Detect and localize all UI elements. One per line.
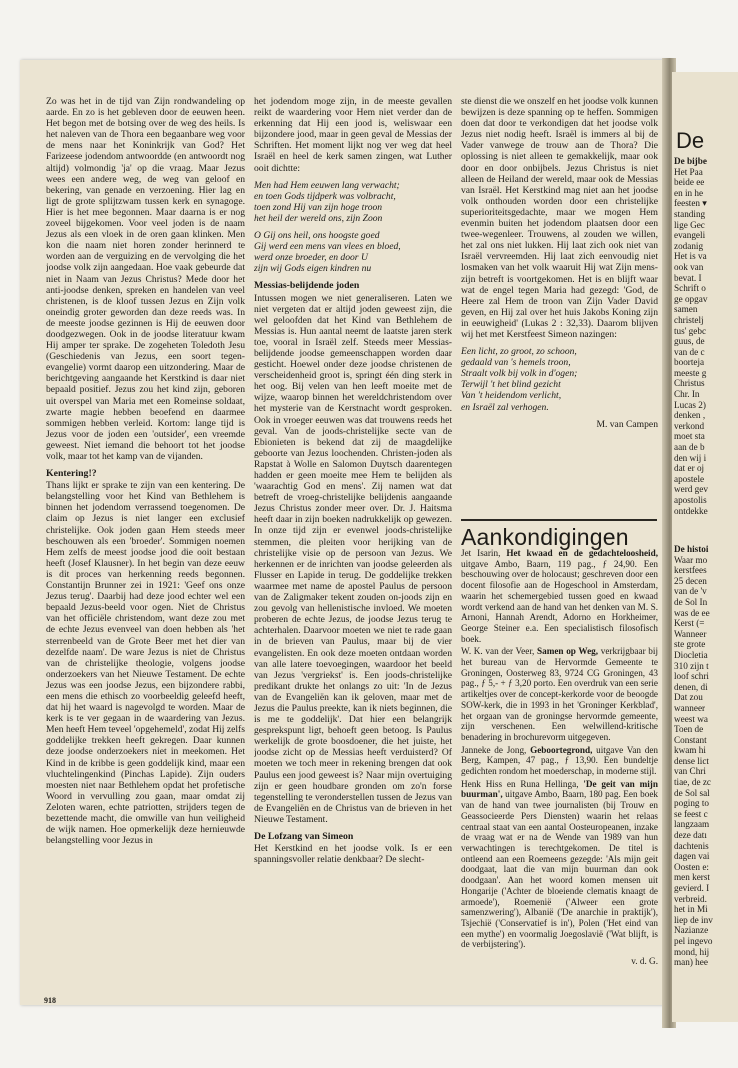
announcements-title: Aankondigingen — [461, 524, 629, 550]
right-page-line: de Sol sal — [674, 787, 710, 798]
right-page-line: wanneer — [674, 702, 706, 713]
right-page-line: dagen vai — [674, 851, 710, 862]
right-page-line: Kerst (= — [674, 618, 705, 629]
right-page-line: se feest c — [674, 808, 708, 819]
announcement-item — [461, 548, 658, 644]
announcement-author: Henk Hiss en Runa Hellinga, — [461, 778, 584, 789]
right-page-line: bevat. I — [674, 272, 702, 283]
right-page-line: feesten ▾ — [674, 198, 707, 209]
col2-body-2: Het Kerstkind en het joodse volk. Is er een spanningsvoller relatie denkbaar? De slecht- — [254, 843, 452, 866]
col3-body: ste dienst die we onszelf en het joodse volk kunnen bewijzen is deze spanning op te heffen. Sommigen doen dat door te verkondigen dat het joodse volk Jezus niet nodig heeft. Israël is immers al bij de Vader vanwege de trouw aan de Thora? Die oplossing is niet alleen te gemakkelijk, maar ook door en door onbijbels. Jezus Christus is niet alleen de Heiland der wereld, maar ook de Messias van Israël. Het Kerstkind mag niet aan het joodse volk onthouden worden door een christelijke superioriteitsgedachte, maar we mogen Hem evenmin buiten het jodendom plaatsen door een twee-wegenleer. Trouwens, al zouden we willen, het zal ons niet lukken. Hij laat zich ook niet van Israël vervreemden. Hij laat zich eenvoudig niet losmaken van het volk waaruit Hij wat Zijn mens-zijn betreft is voortgekomen. Het is en blijft waar wat de engel tegen Maria had gezegd: 'God, de Heere zal Hem de troon van Zijn Vader David geven, en Hij zal over het huis Jakobs Koning zijn in eeuwigheid' (Lukas 2 : 32,33). Daarom blijven wij het met Kerstfeest Simeon nazingen: — [461, 96, 658, 340]
announcement-item — [461, 745, 658, 777]
col2-intro: het jodendom moge zijn, in de meeste gevallen reikt de waardering voor Hem niet verder dan de erkenning dat Hij een jood is, weliswaar een bijzondere jood, maar in geen geval de Messias der Schriften. Het moment lijkt nog ver weg dat heel Israël en heel de kerk samen zingen, wat Luther ooit dichtte: — [254, 96, 452, 174]
right-page-line: loof schri — [674, 671, 709, 682]
right-page-line: werd gev — [674, 484, 708, 495]
announcement-text: verkrijgbaar bij het bureau van de Hervormde Gemeente te Groningen, Oosterweg 83, 9724 CG Groningen, 43 pag., ƒ 5,- + ƒ 3,20 porto. Een overdruk van een serie artikeltjes over de concept-kerkorde voor de beoogde SOW-kerk, die in 1993 in het 'Groninger Kerkblad', het orgaan van de groningse hervormde gemeente, zijn verschenen. Een welwillend-kritische benadering in brochurevorm uitgegeven. — [461, 646, 658, 742]
right-page-line: ste grote — [674, 639, 706, 650]
right-page-line: men kerst — [674, 872, 710, 883]
right-page-line: apostele — [674, 473, 705, 484]
right-page-line: Christus — [674, 378, 705, 389]
luther-poem-stanza-2: O Gij ons heil, ons hoogste goed Gij werd een mens van vlees en bloed, werd onze broeder, en door U zijn wij Gods eigen kindren nu — [254, 230, 401, 275]
announcement-item — [461, 779, 658, 950]
right-page-line: guus, de — [674, 336, 705, 347]
announcement-title: Geboortegrond, — [530, 744, 593, 755]
right-page-line: Wanneer — [674, 628, 707, 639]
right-page-line: denen, di — [674, 681, 708, 692]
right-page-line: Schrift o — [674, 283, 706, 294]
announcement-title: Het kwaad en de gedachteloosheid, — [506, 548, 658, 558]
announcements-list — [461, 548, 658, 978]
page-number: 918 — [44, 996, 56, 1005]
right-page-line: Nazianze — [674, 925, 709, 936]
right-page-line: mond, hij — [674, 946, 710, 957]
right-page-line: dat er oj — [674, 463, 705, 474]
author-signature: M. van Campen — [596, 418, 658, 430]
right-page-line: Oosten e: — [674, 861, 709, 872]
right-page-line: het in Mi — [674, 904, 708, 915]
col1-intro: Zo was het in de tijd van Zijn rondwandeling op aarde. En zo is het gebleven door de eeuwen heen. Het begon met de botsing over de weg des heils. Is het naleven van de Thora een begaanbare weg voor de mens naar het Koninkrijk van God? Het Farizeese jodendom antwoordde (en antwoordt nog altijd) volmondig 'ja' op die vraag. Maar Jezus wees een andere weg, de weg van geloof en bekering, van genade en verzoening. Hier lag en ligt de grote splijtzwam tussen kerk en synagoge. Hier is het mee begonnen. Maar daarna is er nog zoveel bijgekomen. Voor veel joden is de naam Jezus als een vloek in de oren gaan klinken. Men kon die naam niet horen zonder herinnerd te worden aan de verguizing en de vervolging die het joodse volk zijn aangedaan. Hoe vaak gebeurde dat niet in Naam van Jezus Christus? Mede door het anti-joodse denken, spreken en handelen van veel christenen, is de kloof tussen Jezus en Zijn volk oneindig groter geworden dan deze reeds was. In de meeste joodse gezinnen is Hij de eeuwen door doodgezwegen. Ook in de joodse literatuur kwam Hij amper ter sprake. De zogeheten Toledoth Jesu (Geschiedenis van Jezus, een soort tegen-evangelie) vormt daarop een uitzondering. Maar de berichtgeving aangaande het Kerstkind is daar niet bepaald positief. Jezus zou het kind zijn, geboren uit overspel van Maria met een Romeinse soldaat, zwarte magie hebben beoefend en daarmee sommigen hebben verleid. Kortom: lange tijd is Jezus voor de joden een 'outsider', een vreemde geweest. Niet iemand die behoort tot het joodse volk, maar tot het kamp van de vijanden. — [46, 96, 245, 462]
luther-poem-stanza-1: Men had Hem eeuwen lang verwacht; en toen Gods tijdperk was volbracht, toen zond Hij van zijn hoge troon het heil der wereld ons, zijn Zoon — [254, 179, 400, 224]
simeon-poem: Een licht, zo groot, zo schoon, gedaald van 's hemels troon, Straalt volk bij volk in d'ogen; Terwijl 't het blind gezicht Van 't heidendom verlicht, en Israël zal verhogen. — [461, 346, 578, 413]
right-page-line: Het Paa — [674, 166, 703, 177]
col1-body: Thans lijkt er sprake te zijn van een kentering. De belangstelling voor het Kind van Bethlehem is binnen het jodendom verrassend toegenomen. De claim op Jezus is niet langer een exclusief christelijke. Ook joden gaan Hem steeds meer beschouwen als een 'broeder'. Sommigen noemen Hem zelfs de meest joodse jood die ooit bestaan heeft (Josef Klausner). In het begin van deze eeuw is dit proces van herkenning reeds begonnen. Constantijn Brunner zei in 1921: 'Geef ons onze Jezus terug'. Daarbij had deze jood echter wel een bepaald Jezus-beeld voor ogen. Niet de Christus van het officiële christendom, want deze zou met de echte Jezus evenveel van doen hebben als 'het sterrenbeeld van de Grote Beer met het dier van dezelfde naam'. De ware Jezus is niet de Christus van de christelijke theologie, volgens joodse onderzoekers van het Nieuwe Testament. De echte Jezus was een joodse Jezus, een bijzondere rabbi, een mens die ethisch zo voorbeeldig geleefd heeft, dat hij het waard is nagevolgd te worden. Maar de kerk is te ver gegaan in de waardering van Jezus. Men heeft Hem teveel 'opgehemeld', zodat Hij zelfs goddelijke trekken heeft gekregen. Daar kunnen deze joodse onderzoekers niet in meekomen. Het Kind in de kribbe is geen goddelijk kind, maar een vluchtelingenkind (Pinchas Lapide). Zijn ouders moesten niet naar Bethlehem opdat het profetische Woord in vervulling zou gaan, maar omdat zij Zeloten waren, echte patriotten, strijders tegen de bezettende macht, die omwille van hun veiligheid de wijk namen. Hoe opmerkelijk deze hernieuwde belangstelling voor Jezus in — [46, 480, 245, 847]
right-page-line: dachtenis — [674, 840, 709, 851]
right-page-line: standing — [674, 208, 706, 219]
column-2 — [254, 96, 452, 976]
right-page-line: De bijbe — [674, 156, 707, 166]
right-page-line: Dat zou — [674, 692, 703, 703]
right-page-line: moet sta — [674, 431, 705, 442]
right-page-line: Chr. In — [674, 389, 700, 400]
right-page-line: Diocletia — [674, 649, 708, 660]
heading-messias-belijdende-joden: Messias-belijdende joden — [254, 280, 360, 292]
right-page-line: 25 decen — [674, 575, 707, 586]
right-page-line: 310 zijn t — [674, 660, 709, 671]
right-page-line: man) hee — [674, 957, 708, 968]
right-page-line: van Chri — [674, 766, 706, 777]
right-page-line: van de c — [674, 346, 705, 357]
right-page-title: De — [676, 128, 705, 153]
right-page-column-bottom — [674, 544, 738, 968]
right-page-line: was de ee — [674, 607, 710, 618]
right-page-line: ontdekke — [674, 505, 708, 516]
right-page-column-top — [674, 156, 738, 516]
right-page-line: De histoi — [674, 544, 709, 554]
right-page-line: kerstfees — [674, 565, 707, 576]
announcements-signature: v. d. G. — [631, 956, 658, 967]
right-page-line: poging to — [674, 798, 709, 809]
right-page-line: tus' gebc — [674, 325, 707, 336]
right-page-line: tiae, de zc — [674, 777, 711, 788]
right-page-line: meeste g — [674, 367, 707, 378]
heading-kentering: Kentering!? — [46, 468, 97, 480]
right-page-line: van de 'v — [674, 586, 707, 597]
announcement-text: uitgave Van den Berg, Kampen, 47 pag., ƒ 13,90. Een bundeltje gedichten rondom het moederschap, in moderne stijl. — [461, 744, 658, 777]
right-page-line: samen — [674, 304, 698, 315]
heading-lofzang-simeon: De Lofzang van Simeon — [254, 831, 354, 842]
right-page-line: ge opgav — [674, 293, 708, 304]
announcement-author: Janneke de Jong, — [461, 744, 531, 755]
right-page-line: christelj — [674, 314, 704, 325]
right-page-line: de Sol In — [674, 596, 708, 607]
right-page-line: Constant — [674, 734, 707, 745]
col2-body-1: Intussen mogen we niet generaliseren. Laten we niet vergeten dat er altijd joden geweest zijn, die wel geloofden dat het Kind van Bethlehem de Messias is. Hun aantal neemt de laatste jaren sterk toe, vooral in Israël zelf. Steeds meer Messias-belijdende joodse gemeenschappen worden daar gesticht. Hoewel onder deze joodse christenen de verscheidenheid groot is, springt één ding sterk in het oog. Bij velen van hen leeft moeite met de wijze, waarop binnen het wereldchristendom over het mysterie van de Kerstnacht wordt gesproken. Ook in vroeger eeuwen was dat trouwens reeds het geval. Van de joods-christelijke secte van de Ebionieten is bekend dat zij de maagdelijke geboorte van Jezus loochenden. Christen-joden als Rapstat à Wolle en Salomon Duytsch daarentegen hadden er geen moeite mee Hem te belijden als 'waarachtig God en mens'. Zij namen wat dat betreft de vroeg-christelijke belijdenis aangaande Jezus Christus zonder meer over. Dr. J. Haitsma heeft daar in zijn boeken nadrukkelijk op gewezen. In onze tijd zijn er evenwel joods-christelijke stemmen, die pleiten voor herijking van de christelijke visie op de persoon van Jezus. We herkennen er de inrichten van joodse geleerden als Flusser en Lapide in terug. De goddelijke trekken waarmee met name de apostel Paulus de persoon van de Zaligmaker tekent zouden on-joods zijn en zou gevolg van hellenistische invloed. We moeten proberen de echte Jezus, de joodse Jezus terug te achterhalen. Daarvoor moeten we niet te rade gaan in de brieven van Paulus, maar bij de vier evangelisten. En ook deze moeten ontdaan worden van alle latere toevoegingen, waardoor het beeld van Jezus 'vergriekst' is. Een joods-christelijke predikant drukte het onlangs zo uit: 'In de Jezus van de Evangeliën kan ik geloven, maar met de Jezus die Paulus preekte, kan ik niets beginnen, die is me te goddelijk'. Dat hier een belangrijk gesprekspunt ligt, behoeft geen betoog. Is Paulus werkelijk de grote boosdoener, die het juiste, het joodse zicht op de Messias heeft verduisterd? Of moeten we toch meer in rekening brengen dat ook Paulus een jood geweest is? Naar mijn overtuiging zijn er geen houdbare gronden om zo'n forse tegenstelling te veronderstellen tussen de Jezus van de Evangeliën en de Christus van de brieven in het Nieuwe Testament. — [254, 292, 452, 825]
section-divider — [461, 519, 657, 521]
column-1 — [46, 96, 245, 976]
right-page-line: liep de inv — [674, 914, 713, 925]
right-page-line: weest wa — [674, 713, 708, 724]
right-page-line: zodanig — [674, 240, 704, 251]
right-page-line: deze datı — [674, 830, 707, 841]
right-page-line: den wij i — [674, 452, 707, 463]
announcement-title: Samen op Weg, — [537, 646, 599, 657]
right-page-line: verkond — [674, 420, 705, 431]
announcement-author: Jet Isarin, — [461, 548, 507, 558]
right-page-line: pel ingevo — [674, 935, 713, 946]
right-page-line: evangeli — [674, 230, 706, 241]
right-page-line: Lucas 2) — [674, 399, 706, 410]
right-page-line: Waar mo — [674, 554, 708, 565]
right-page-line: denken , — [674, 410, 706, 421]
right-page-line: Toen de — [674, 724, 704, 735]
right-page-line: ook van — [674, 261, 704, 272]
right-page-line: apostolis — [674, 495, 707, 505]
announcement-text: uitgave Ambo, Baarn, 180 pag. Een boek van de hand van twee journalisten (bij Trouw en Geassocieerde Pers Diensten) waarin het relaas centraal staat van een aantal Oosteuropeanen, inzake de vraag wat er na de Wende van 1989 van hun verwachtingen is terechtgekomen. De titel is ontleend aan een Roemeens gezegde: 'Als mijn geit doodgaat, laat die van mijn buurman dan ook doodgaan'. Aan het woord komen mensen uit Hongarije ('Achter de bloeiende clematis knaagt de armoede'), Roemenië ('Alweer een grote samenzwering'), Albanië ('De anarchie in praktijk'), Tsjechië ('Conservatief is in'), Polen ('Het eind van een mythe') en voormalig Joegoslavië ('Wat blijft, is de verbijstering'). — [461, 789, 658, 950]
announcement-title: 'De geit van mijn buurman', — [461, 778, 658, 800]
announcement-item — [461, 646, 658, 742]
announcement-author: W. K. van der Veer, — [461, 646, 537, 657]
right-page-line: langzaam — [674, 819, 710, 830]
right-page-line: en in he — [674, 187, 704, 198]
announcement-text: uitgave Ambo, Baarn, 119 pag., ƒ 24,90. Een beschouwing over de holocaust; geschreven door een docent filosofie aan de Hogeschool in Amsterdam, waarin het schemergebied tussen goed en kwaad wordt verkend aan de hand van het denken van M. S. Arnoni, Hannah Arendt, Adorno en Horkheimer, George Steiner e.a. Een specialistisch filosofisch boek. — [461, 558, 658, 644]
right-page-line: verbreid. — [674, 893, 707, 904]
right-page-line: lige Gec — [674, 219, 705, 230]
right-page-line: gevierd. I — [674, 883, 710, 893]
right-page-line: kwam hi — [674, 745, 706, 756]
right-page-line: aan de b — [674, 442, 705, 453]
right-page-line: beide ee — [674, 177, 705, 188]
right-page-line: Het is va — [674, 251, 707, 262]
right-page-line: dense lict — [674, 755, 709, 766]
right-page-line: boorteja — [674, 357, 705, 368]
